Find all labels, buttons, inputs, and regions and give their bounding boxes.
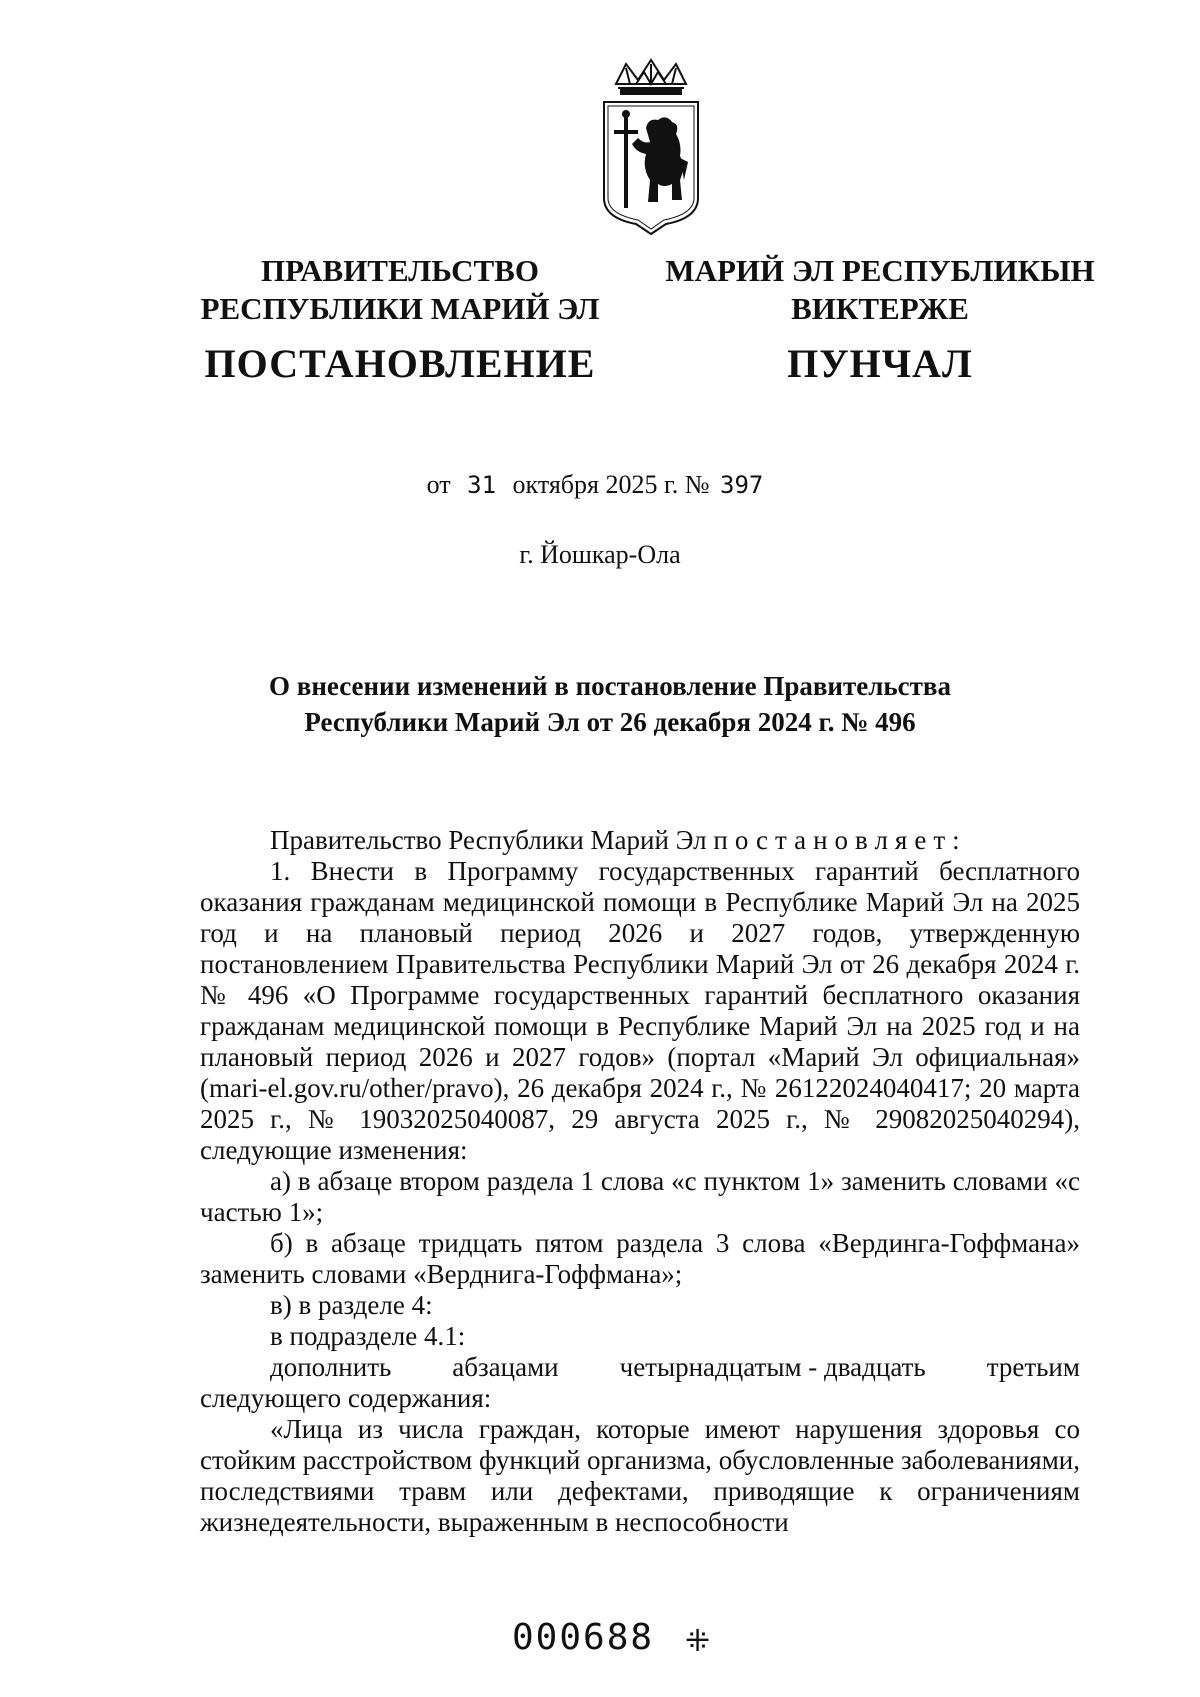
issuer-line-1: ПРАВИТЕЛЬСТВО [261, 253, 539, 288]
issuer-line-2: РЕСПУБЛИКИ МАРИЙ ЭЛ [200, 291, 600, 326]
paragraph-v-2-line [200, 1352, 1080, 1383]
paragraph-v: в) в разделе 4: [270, 1290, 433, 1320]
document-city: г. Йошкар-Ола [519, 540, 681, 569]
paragraph-b: б) в абзаце тридцать пятом раздела 3 слова «Вердинга-Гоффмана» заменить словами «Верднига-Гоффмана»; [200, 1228, 1080, 1289]
paragraph-a: а) в абзаце втором раздела 1 слова «с пунктом 1» заменить словами «с частью 1»; [200, 1166, 1080, 1227]
paragraph-v-1: в подразделе 4.1: [270, 1321, 466, 1351]
paragraph-v-2-tail: следующего содержания: [200, 1383, 492, 1413]
date-prefix: от [426, 470, 451, 499]
form-serial-number: 000688 [512, 1617, 655, 1658]
document-title [150, 668, 1070, 740]
quoted-paragraph: «Лица из числа граждан, которые имеют нарушения здоровья со стойким расстройством функций организма, обусловленные заболеваниями, последствиями травм или дефектами, приводящие к ограничениям жизнедеятельности, выраженным в неспособности [200, 1414, 1080, 1537]
issuer-header-mari [660, 252, 1100, 386]
document-type-ru: ПОСТАНОВЛЕНИЕ [204, 341, 596, 386]
coat-of-arms-emblem [596, 58, 706, 236]
intro-subject: Правительство Республики Марий Эл [270, 825, 707, 855]
date-day: 31 [467, 471, 497, 499]
word-2: абзацами [452, 1352, 559, 1382]
serial-ornament-icon: ⁜ [685, 1624, 711, 1659]
word-4: третьим [986, 1352, 1080, 1382]
word-1: дополнить [270, 1352, 392, 1382]
date-month-year: октября 2025 г. № [512, 470, 710, 499]
document-type-mari: ПУНЧАЛ [787, 341, 973, 386]
document-number: 397 [720, 471, 764, 499]
document-body [200, 825, 1080, 1538]
document-date-line [0, 470, 1200, 500]
intro-paragraph [200, 825, 1080, 856]
issuer-line-1-mari: МАРИЙ ЭЛ РЕСПУБЛИКЫН [665, 253, 1095, 288]
title-line-1: О внесении изменений в постановление Правительства [269, 671, 951, 701]
intro-verb: постановляет: [713, 825, 967, 855]
title-line-2: Республики Марий Эл от 26 декабря 2024 г. № 496 [304, 707, 916, 737]
issuer-header-ru [190, 252, 610, 386]
word-3: четырнадцатым - двадцать [619, 1352, 926, 1382]
issuer-line-2-mari: ВИКТЕРЖЕ [791, 291, 969, 326]
paragraph-1: 1. Внести в Программу государственных гарантий бесплатного оказания гражданам медицинской помощи в Республике Марий Эл на 2025 год и на плановый период 2026 и 2027 годов, утвержденную постановлением Правительства Республики Марий Эл от 26 декабря 2024 г. № 496 «О Программе государственных гарантий бесплатного оказания гражданам медицинской помощи в Республике Марий Эл на 2025 год и на плановый период 2026 и 2027 годов» (портал «Марий Эл официальная» (mari-el.gov.ru/other/pravo), 26 декабря 2024 г., № 26122024040417; 20 марта 2025 г., № 19032025040087, 29 августа 2025 г., № 29082025040294), следующие изменения: [200, 856, 1080, 1165]
